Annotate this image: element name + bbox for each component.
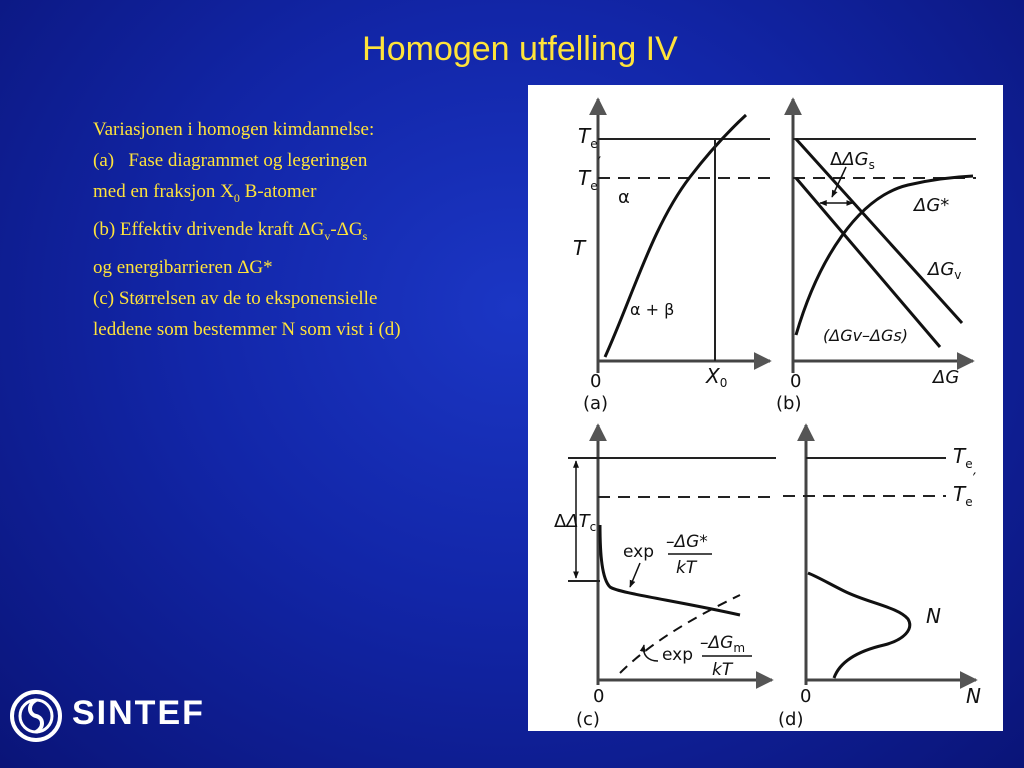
alpha-label: α <box>618 187 630 208</box>
diagram-d <box>778 425 981 730</box>
dgv-dgs-label: (ΔGv–ΔGs) <box>823 326 908 345</box>
origin-label-a: 0 <box>590 371 602 392</box>
dgv-line <box>796 139 962 323</box>
origin-label-b: 0 <box>790 371 802 392</box>
dg-axis-label: ΔG <box>933 367 960 388</box>
sintef-logo-text: SINTEF <box>72 694 205 732</box>
text-line-6: (c) Størrelsen av de to eksponensielle <box>93 287 378 309</box>
exp1-numerator: –ΔG* <box>666 532 708 552</box>
caption-d: (d) <box>778 709 804 730</box>
solvus-curve <box>605 115 746 357</box>
text-line-4: (b) Effektiv drivende kraft $\Delta G_v-\Delta G_s$ <box>93 218 368 243</box>
diagram-b <box>776 99 976 414</box>
text-line-3: med en fraksjon $X_0$ B-atomer <box>93 181 317 205</box>
te-prime-label-a: $T_e'$ <box>578 153 602 193</box>
figure-panel <box>528 85 1003 731</box>
exp1-denominator: kT <box>676 558 697 578</box>
caption-c: (c) <box>576 709 600 730</box>
exp2-numerator: $-\Delta G_m$ <box>700 633 746 655</box>
origin-label-d: 0 <box>800 686 812 707</box>
dgs-label: $\Delta\Delta G_s$ <box>830 149 875 172</box>
dgstar-label: ΔG* <box>914 195 950 216</box>
x0-label: $X_0$ <box>706 364 728 390</box>
text-line-1: Variasjonen i homogen kimdannelse: <box>93 119 375 140</box>
slide-title: Homogen utfelling IV <box>362 30 678 68</box>
te-prime-label-d: $T_e'$ <box>953 469 977 509</box>
exp1-word: exp <box>623 542 655 562</box>
origin-label-c: 0 <box>593 686 605 707</box>
exp2-denominator: kT <box>712 660 733 680</box>
dtc-label: $\Delta\Delta T_c$ <box>554 511 597 534</box>
diagram-a <box>573 99 770 414</box>
caption-b: (b) <box>776 393 802 414</box>
description-text <box>93 114 523 345</box>
exp2-word: exp <box>662 645 694 665</box>
text-line-5: og energibarrieren ΔG* <box>93 256 273 278</box>
nucleation-rate-curve <box>808 573 910 678</box>
text-line-7: leddene som bestemmer N som vist i (d) <box>93 318 401 340</box>
sintef-logo-icon <box>8 688 64 744</box>
diagram-c <box>554 425 776 730</box>
temperature-label: T <box>573 236 586 260</box>
alpha-beta-label: α + β <box>630 300 675 319</box>
caption-a: (a) <box>583 393 609 414</box>
te-label-a: $T_e$ <box>578 124 598 151</box>
text-line-2: (a) Fase diagrammet og legeringen <box>93 150 368 171</box>
exp1-pointer <box>630 563 640 587</box>
dgv-label: $\Delta G_v$ <box>928 259 962 282</box>
te-label-d: $T_e$ <box>953 444 973 471</box>
n-axis-label: N <box>966 684 981 708</box>
nucleation-figure <box>528 85 1003 731</box>
n-curve-label: N <box>926 604 941 628</box>
